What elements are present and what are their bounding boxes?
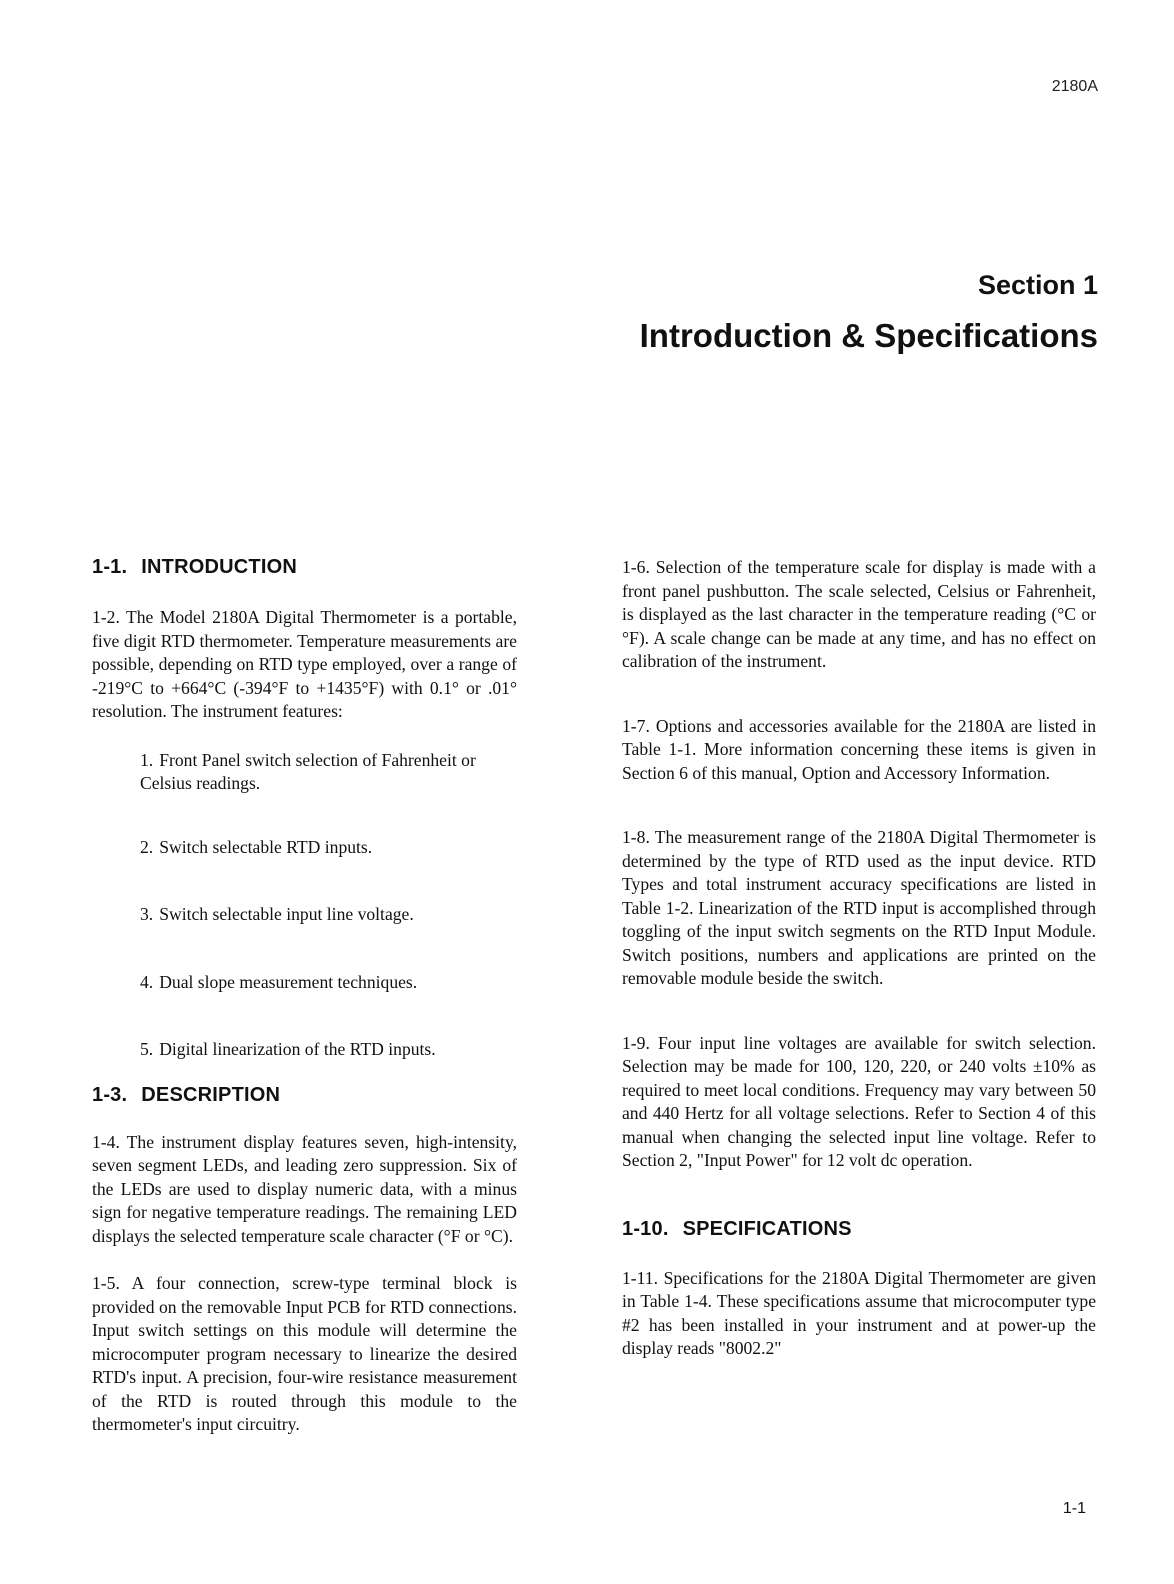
feature-text: Dual slope measurement techniques. (159, 971, 418, 992)
section-title: Introduction & Specifications (639, 317, 1098, 354)
specifications-heading (622, 1218, 1096, 1241)
heading-number: 1-3. (92, 1083, 128, 1106)
feature-item (140, 836, 517, 860)
feature-number: 2. (140, 836, 154, 857)
paragraph-1-4: 1-4. The instrument display features seven, high-intensity, seven segment LEDs, and leading zero suppression. Six of the LEDs are used to display numeric data, with a minus sign for negative temperature readings. The remaining LED displays the selected temperature scale character (°F or °C). (92, 1131, 517, 1246)
feature-number: 4. (140, 971, 154, 992)
heading-number: 1-1. (92, 556, 128, 578)
heading-number: 1-10. (622, 1217, 669, 1240)
feature-number: 1. (140, 749, 154, 770)
left-column (92, 556, 517, 1437)
page-number: 1-1 (1062, 1500, 1086, 1517)
feature-text: Switch selectable RTD inputs. (159, 836, 373, 857)
feature-number: 3. (140, 904, 154, 924)
heading-text: DESCRIPTION (141, 1083, 281, 1106)
feature-text: Switch selectable input line voltage. (159, 904, 414, 924)
feature-text: Front Panel switch selection of Fahrenheit or Celsius readings. (140, 749, 476, 793)
section-label: Section 1 (977, 270, 1098, 300)
heading-text: SPECIFICATIONS (682, 1217, 852, 1240)
feature-item (140, 971, 517, 995)
paragraph-1-2: 1-2. The Model 2180A Digital Thermometer is a portable, five digit RTD thermometer. Temperature measurements are possible, depending on RTD type employed, over a range of -219°C to +664°C (-394°F to +1435°F) with 0.1° or .01° resolution. The instrument features: (92, 607, 517, 721)
paragraph-1-11: 1-11. Specifications for the 2180A Digital Thermometer are given in Table 1-4. These specifications assume that microcomputer type #2 has been installed in your instrument and at power-up the display reads "8002.2" (622, 1267, 1096, 1358)
paragraph-1-5: 1-5. A four connection, screw-type terminal block is provided on the removable Input PCB for RTD connections. Input switch settings on this module will determine the microcomputer program necessary to linearize the desired RTD's input. A precision, four-wire resistance measurement of the RTD is routed through this module to the thermometer's input circuitry. (92, 1273, 517, 1434)
right-column (622, 556, 1096, 1361)
model-number: 2180A (1051, 78, 1098, 95)
feature-item (140, 903, 517, 927)
feature-item (140, 749, 517, 796)
feature-item (140, 1038, 517, 1062)
paragraph-1-6: 1-6. Selection of the temperature scale for display is made with a front panel pushbutton. The scale selected, Celsius or Fahrenheit, is displayed as the last character in the temperature reading (°C or °F). A scale change can be made at any time, and has no effect on calibration of the instrument. (622, 557, 1096, 671)
paragraph-1-9: 1-9. Four input line voltages are available for switch selection. Selection may be made for 100, 120, 220, or 240 volts ±10% as required to meet local conditions. Frequency may vary between 50 and 440 Hertz for all voltage selections. Refer to Section 4 of this manual when changing the selected input line voltage. Refer to Section 2, "Input Power" for 12 volt dc operation. (622, 1032, 1096, 1170)
feature-number: 5. (140, 1039, 154, 1059)
paragraph-1-8: 1-8. The measurement range of the 2180A Digital Thermometer is determined by the type of RTD used as the input device. RTD Types and total instrument accuracy specifications are listed in Table 1-2. Linearization of the RTD input is accomplished through toggling of the input switch segments on the RTD Input Module. Switch positions, numbers and applications are printed on the removable module beside the switch. (622, 827, 1096, 988)
feature-text: Digital linearization of the RTD inputs. (159, 1039, 436, 1059)
description-heading (92, 1084, 517, 1107)
heading-text: INTRODUCTION (141, 556, 297, 578)
introduction-heading (92, 556, 517, 579)
paragraph-1-7: 1-7. Options and accessories available for the 2180A are listed in Table 1-1. More information concerning these items is given in Section 6 of this manual, Option and Accessory Information. (622, 715, 1096, 783)
